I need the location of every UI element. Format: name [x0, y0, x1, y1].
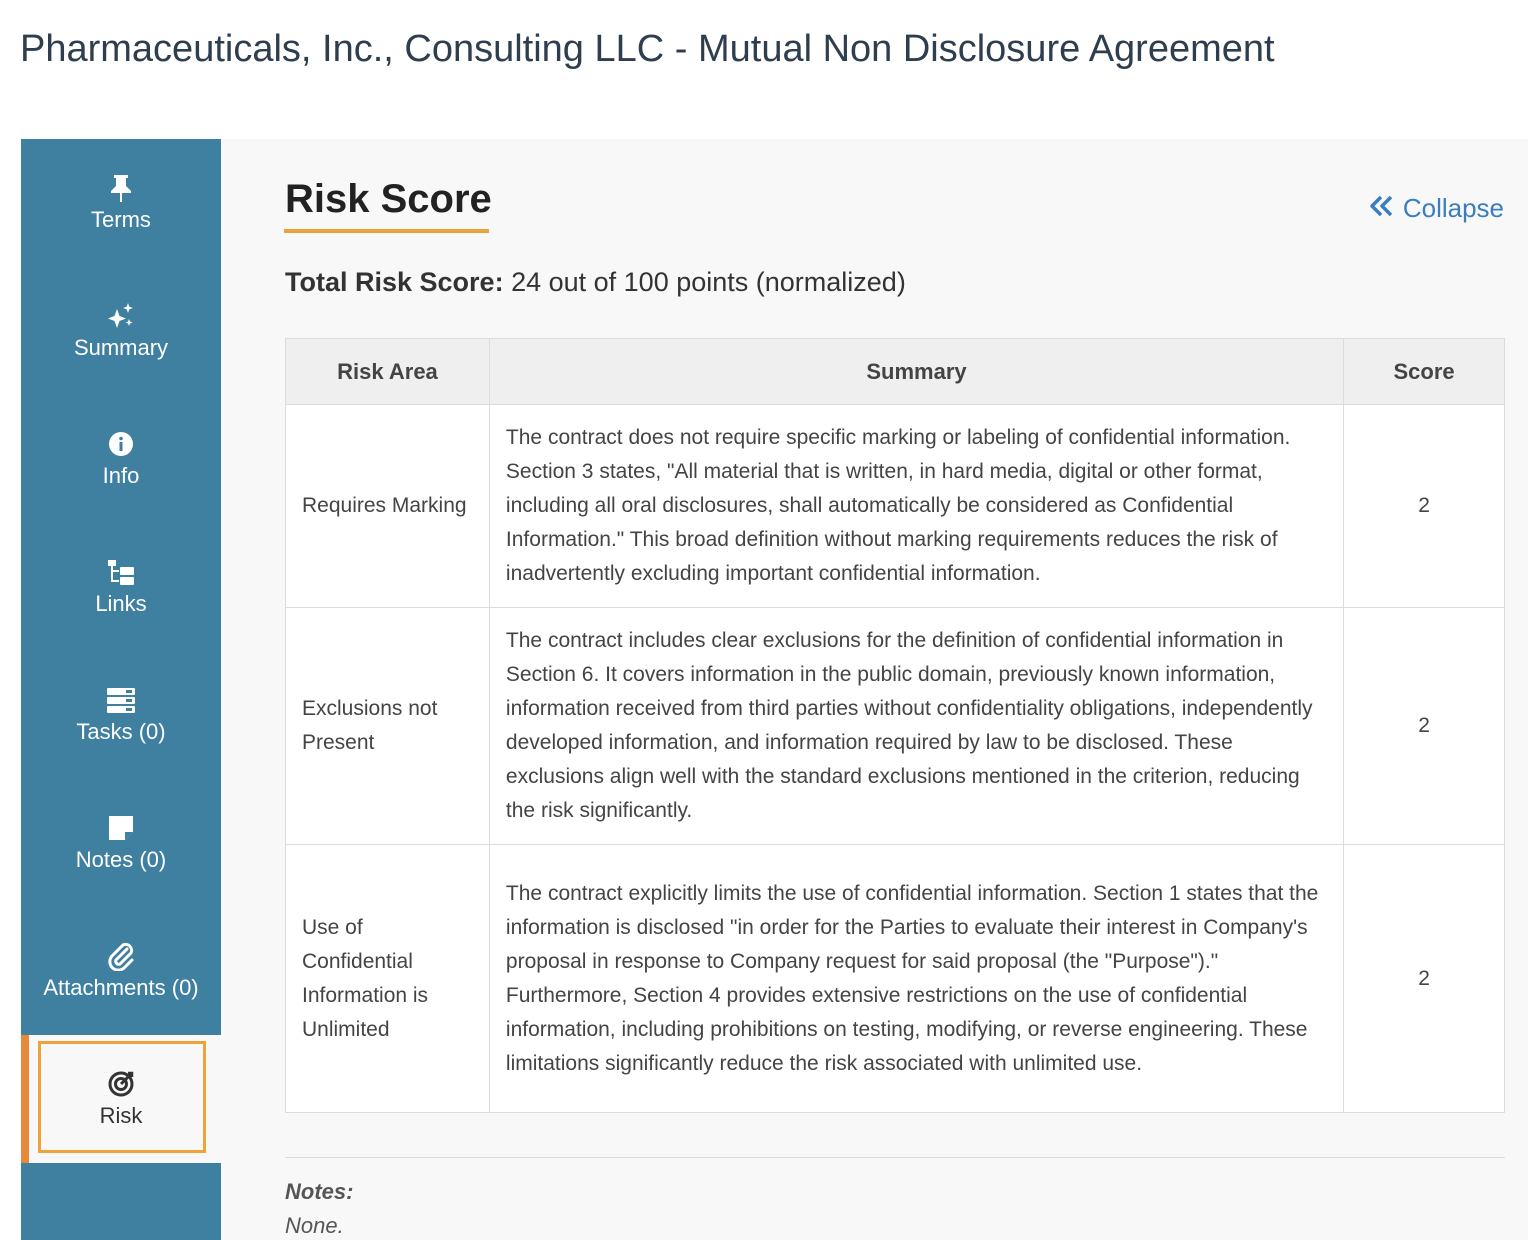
paperclip-icon	[106, 941, 136, 971]
total-score-value: 24 out of 100 points (normalized)	[511, 267, 906, 297]
sticky-note-icon	[106, 813, 136, 843]
sparkles-icon	[106, 301, 136, 331]
summary-cell: The contract explicitly limits the use of confidential information. Section 1 states that the information is disclosed "in order for the Parties to evaluate their interest in Company's proposal in response to Company request for said proposal (the "Purpose")." Furthermore, Section 4 provides extensive restrictions on the use of confidential information, including prohibitions on testing, modifying, or reverse engineering. These limitations significantly reduce the risk associated with unlimited use.	[489, 845, 1343, 1113]
risk-area-cell: Requires Marking	[286, 405, 490, 608]
sidebar-item-label: Risk	[99, 1103, 143, 1128]
sidebar-item-links[interactable]	[21, 523, 221, 651]
notes-divider	[285, 1157, 1505, 1158]
sidebar-item-notes[interactable]	[21, 779, 221, 907]
risk-area-cell: Use of Confidential Information is Unlimited	[286, 845, 490, 1113]
sidebar-item-label: Links	[95, 591, 147, 616]
sidebar-item-terms[interactable]	[21, 139, 221, 267]
sidebar-item-summary[interactable]	[21, 267, 221, 395]
title-underline	[284, 229, 489, 233]
summary-cell: The contract does not require specific marking or labeling of confidential information. Section 3 states, "All material that is written, in hard media, digital or other format, including all oral disclosures, shall automatically be considered as Confidential Information." This broad definition without marking requirements reduces the risk of inadvertently excluding important confidential information.	[489, 405, 1343, 608]
summary-cell: The contract includes clear exclusions for the definition of confidential information in Section 6. It covers information in the public domain, previously known information, information received from third parties without confidentiality obligations, independently developed information, and information required by law to be disclosed. These exclusions align well with the standard exclusions mentioned in the criterion, reducing the risk significantly.	[489, 608, 1343, 845]
header-score: Score	[1344, 339, 1505, 405]
table-row	[286, 845, 1505, 1113]
page-title: Pharmaceuticals, Inc., Consulting LLC - Mutual Non Disclosure Agreement	[20, 28, 1275, 70]
score-cell: 2	[1344, 405, 1505, 608]
sidebar-item-tasks[interactable]	[21, 651, 221, 779]
total-score-label: Total Risk Score:	[285, 267, 504, 297]
header-risk-area: Risk Area	[286, 339, 490, 405]
risk-area-cell: Exclusions not Present	[286, 608, 490, 845]
active-indicator	[21, 1035, 29, 1163]
risk-panel	[221, 139, 1528, 1240]
tasks-icon	[106, 685, 136, 715]
score-cell: 2	[1344, 845, 1505, 1113]
sidebar	[21, 139, 221, 1240]
sidebar-item-label: Tasks (0)	[76, 719, 166, 744]
pin-icon	[106, 173, 136, 203]
info-icon	[106, 429, 136, 459]
header-summary: Summary	[489, 339, 1343, 405]
table-row	[286, 405, 1505, 608]
sidebar-item-label: Terms	[91, 207, 151, 232]
notes-value: None.	[285, 1213, 344, 1238]
total-risk-score	[285, 267, 906, 298]
sidebar-item-info[interactable]	[21, 395, 221, 523]
score-cell: 2	[1344, 608, 1505, 845]
sidebar-item-label: Notes (0)	[75, 847, 167, 872]
double-chevron-left-icon	[1369, 193, 1395, 224]
tree-links-icon	[106, 557, 136, 587]
sidebar-item-risk[interactable]	[21, 1035, 221, 1163]
focus-outline	[38, 1041, 206, 1153]
sidebar-item-label: Attachments (0)	[43, 975, 199, 1000]
collapse-label: Collapse	[1402, 193, 1504, 223]
sidebar-item-label: Info	[102, 463, 140, 488]
sidebar-item-label: Summary	[73, 335, 169, 360]
collapse-button[interactable]	[1369, 193, 1504, 224]
sidebar-item-attachments[interactable]	[21, 907, 221, 1035]
table-header-row	[286, 339, 1505, 405]
notes-label: Notes:	[285, 1179, 354, 1204]
table-row	[286, 608, 1505, 845]
section-title: Risk Score	[285, 177, 492, 221]
risk-table	[285, 338, 1505, 1113]
